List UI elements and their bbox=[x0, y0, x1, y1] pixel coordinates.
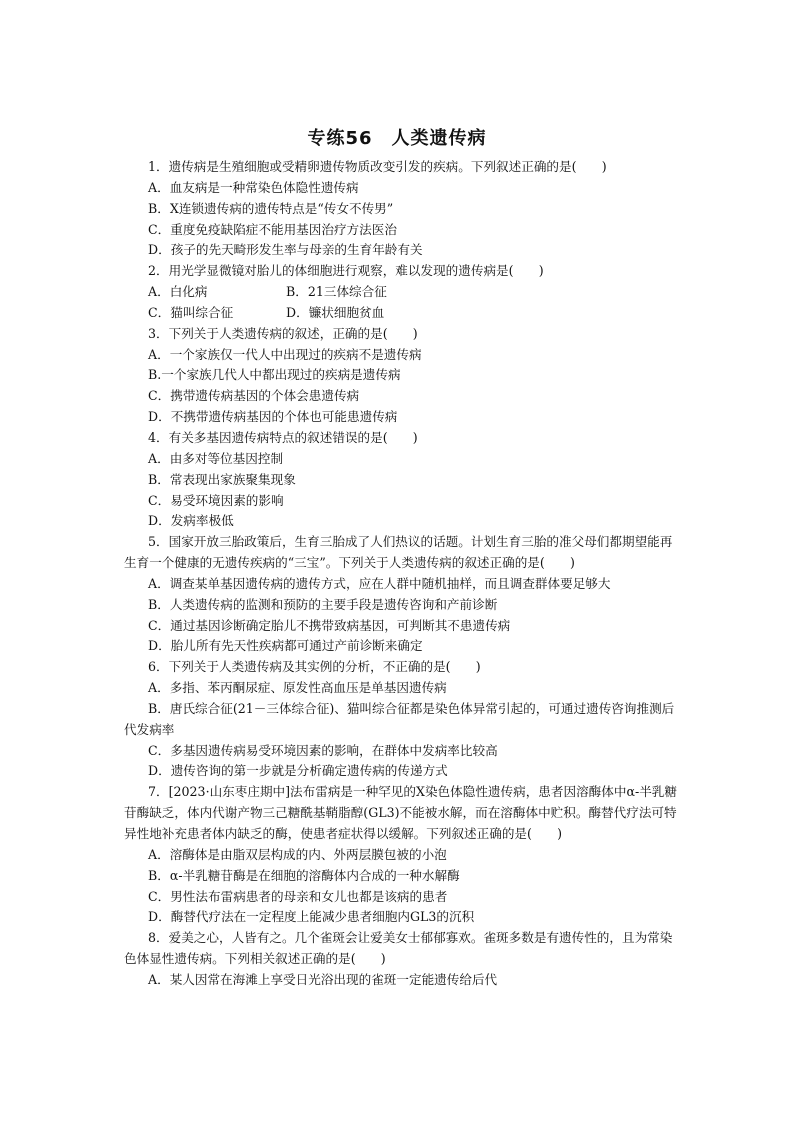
question-stem: 4．有关多基因遗传病特点的叙述错误的是( ) bbox=[148, 429, 418, 445]
question-option: C．男性法布雷病患者的母亲和女儿也都是该病的患者 bbox=[148, 888, 448, 904]
question-stem: 8．爱美之心，人皆有之。几个雀斑会让爱美女士郁郁寡欢。雀斑多数是有遗传性的，且为常染色体显性遗传病。下列相关叙述正确的是( ) bbox=[124, 930, 673, 967]
question-option: D．发病率极低 bbox=[148, 513, 234, 529]
question-option: A．溶酶体是由脂双层构成的内、外两层膜包被的小泡 bbox=[148, 846, 447, 862]
question-stem: 2．用光学显微镜对胎儿的体细胞进行观察，难以发现的遗传病是( ) bbox=[148, 263, 544, 279]
option-row bbox=[124, 282, 680, 303]
question-option: B．α-半乳糖苷酶是在细胞的溶酶体内合成的一种水解酶 bbox=[148, 867, 460, 883]
question-option: C．易受环境因素的影响 bbox=[148, 492, 284, 508]
question-stem: 1．遗传病是生殖细胞或受精卵遗传物质改变引发的疾病。下列叙述正确的是( ) bbox=[148, 159, 607, 174]
question-stem: 3．下列关于人类遗传病的叙述，正确的是( ) bbox=[148, 325, 418, 341]
question-option: D．镰状细胞贫血 bbox=[286, 304, 385, 320]
question-option: B.一个家族几代人中都出现过的疾病是遗传病 bbox=[148, 367, 401, 383]
option-row bbox=[124, 303, 680, 324]
question-option: C．猫叫综合征 bbox=[148, 304, 234, 320]
question-option: A．由多对等位基因控制 bbox=[148, 450, 284, 466]
question-option: C．通过基因诊断确定胎儿不携带致病基因，可判断其不患遗传病 bbox=[148, 617, 511, 633]
question-option: A．一个家族仅一代人中出现过的疾病不是遗传病 bbox=[148, 346, 422, 362]
question-option: B．X连锁遗传病的遗传特点是“传女不传男” bbox=[148, 200, 394, 216]
question-option: D．孩子的先天畸形发生率与母亲的生育年龄有关 bbox=[148, 242, 423, 258]
question-option: A．白化病 bbox=[148, 284, 208, 300]
question-option: A．调查某单基因遗传病的遗传方式，应在人群中随机抽样，而且调查群体要足够大 bbox=[148, 575, 611, 591]
question-option: C．多基因遗传病易受环境因素的影响，在群体中发病率比较高 bbox=[148, 742, 498, 758]
question-option: B．21三体综合征 bbox=[286, 284, 387, 300]
question-stem: 5．国家开放三胎政策后，生育三胎成了人们热议的话题。计划生育三胎的准父母们都期望能再生育一个健康的无遗传疾病的“三宝”。下列关于人类遗传病的叙述正确的是( ) bbox=[124, 534, 673, 571]
question-list bbox=[124, 157, 680, 991]
page-title: 专练56 人类遗传病 bbox=[307, 128, 487, 149]
question-option: D．不携带遗传病基因的个体也可能患遗传病 bbox=[148, 409, 398, 425]
question-stem: 7．[2023·山东枣庄期中]法布雷病是一种罕见的X染色体隐性遗传病，患者因溶酶体中α-半乳糖苷酶缺乏，体内代谢产物三己糖酰基鞘脂醇(GL3)不能被水解，而在溶酶体中贮积。酶替代疗法可特异性地补充患者体内缺乏的酶，使患者症状得以缓解。下列叙述正确的是( ) bbox=[124, 784, 677, 841]
question-option: D．遗传咨询的第一步就是分析确定遗传病的传递方式 bbox=[148, 763, 448, 779]
question-option: A．某人因常在海滩上享受日光浴出现的雀斑一定能遗传给后代 bbox=[148, 971, 498, 987]
question-option: B．人类遗传病的监测和预防的主要手段是遗传咨询和产前诊断 bbox=[148, 596, 498, 612]
question-option: D．酶替代疗法在一定程度上能减少患者细胞内GL3的沉积 bbox=[148, 909, 475, 925]
question-option: B．常表现出家族聚集现象 bbox=[148, 471, 296, 487]
question-option: A．血友病是一种常染色体隐性遗传病 bbox=[148, 179, 359, 195]
question-option: D．胎儿所有先天性疾病都可通过产前诊断来确定 bbox=[148, 638, 423, 654]
question-option: C．重度免疫缺陷症不能用基因治疗方法医治 bbox=[148, 221, 397, 237]
question-option: B．唐氏综合征(21－三体综合征)、猫叫综合征都是染色体异常引起的，可通过遗传咨询推测后代发病率 bbox=[124, 700, 675, 737]
question-option: C．携带遗传病基因的个体会患遗传病 bbox=[148, 388, 360, 404]
question-stem: 6．下列关于人类遗传病及其实例的分析，不正确的是( ) bbox=[148, 659, 481, 675]
question-option: A．多指、苯丙酮尿症、原发性高血压是单基因遗传病 bbox=[148, 680, 447, 696]
